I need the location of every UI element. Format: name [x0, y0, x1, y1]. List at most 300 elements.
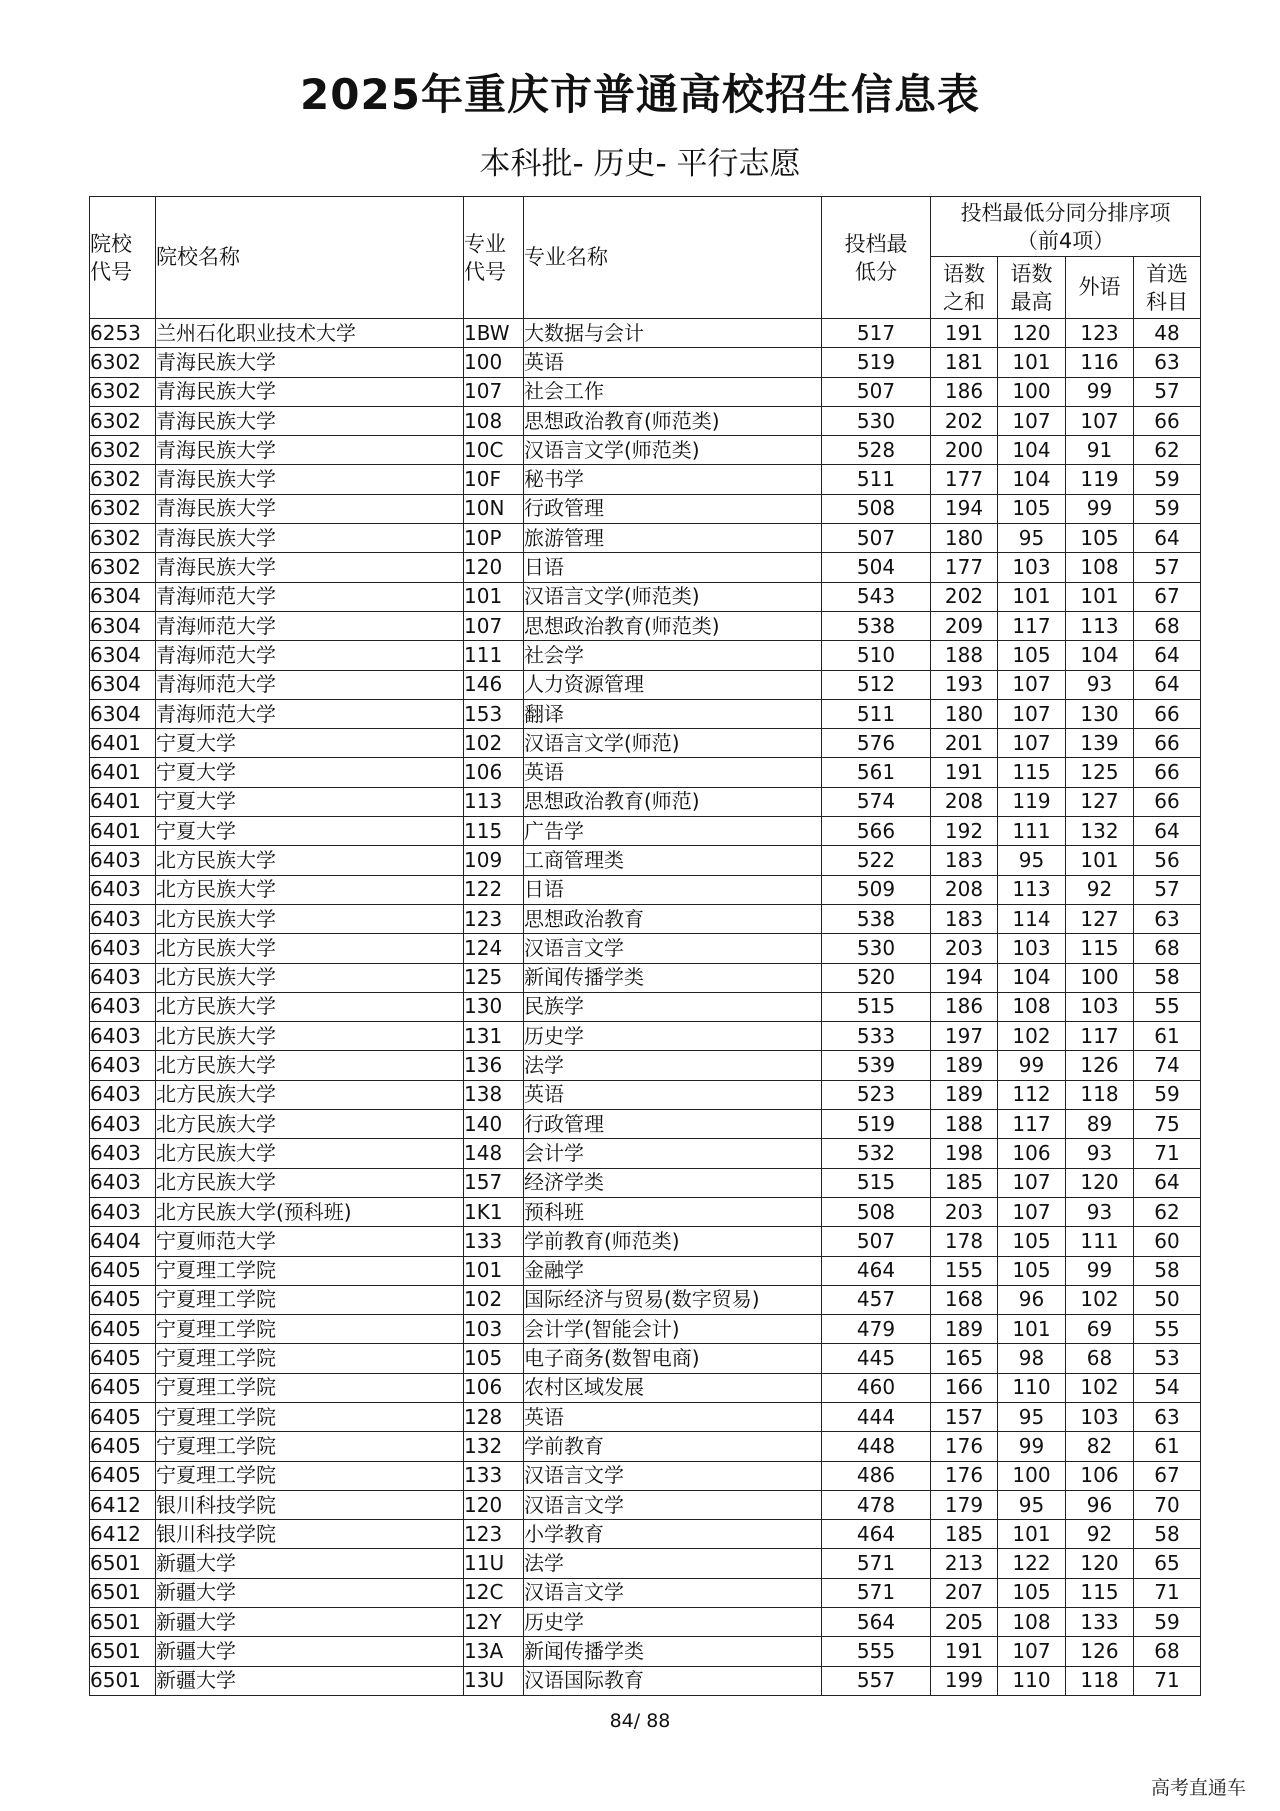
header-major-name: 专业名称	[524, 197, 822, 319]
table-row	[90, 319, 1201, 348]
cell-first-subject: 66	[1134, 699, 1201, 728]
cell-min-score: 515	[822, 1168, 931, 1197]
cell-min-score: 444	[822, 1402, 931, 1431]
header-yu-shu-max-label: 语数最高	[1010, 261, 1053, 314]
cell-school-name: 北方民族大学(预科班)	[156, 1197, 464, 1226]
cell-first-subject: 63	[1134, 348, 1201, 377]
cell-first-subject: 59	[1134, 1080, 1201, 1109]
cell-yu-shu-sum: 209	[931, 611, 998, 640]
cell-min-score: 571	[822, 1578, 931, 1607]
cell-yu-shu-sum: 208	[931, 875, 998, 904]
cell-yu-shu-max: 101	[998, 1520, 1066, 1549]
cell-first-subject: 57	[1134, 553, 1201, 582]
cell-first-subject: 58	[1134, 1256, 1201, 1285]
header-tie-group	[931, 197, 1201, 257]
cell-school-code: 6403	[90, 1197, 156, 1226]
cell-min-score: 532	[822, 1139, 931, 1168]
cell-yu-shu-sum: 185	[931, 1520, 998, 1549]
cell-yu-shu-max: 107	[998, 729, 1066, 758]
cell-foreign: 127	[1066, 787, 1134, 816]
cell-yu-shu-sum: 202	[931, 582, 998, 611]
cell-major-name: 思想政治教育	[524, 904, 822, 933]
cell-school-name: 北方民族大学	[156, 992, 464, 1021]
cell-major-name: 法学	[524, 1549, 822, 1578]
cell-school-name: 宁夏理工学院	[156, 1432, 464, 1461]
table-row	[90, 524, 1201, 553]
cell-first-subject: 63	[1134, 904, 1201, 933]
table-row	[90, 1461, 1201, 1490]
cell-school-name: 青海民族大学	[156, 436, 464, 465]
cell-foreign: 104	[1066, 641, 1134, 670]
cell-school-code: 6401	[90, 758, 156, 787]
cell-major-name: 思想政治教育(师范)	[524, 787, 822, 816]
table-row	[90, 348, 1201, 377]
cell-school-code: 6403	[90, 1139, 156, 1168]
cell-yu-shu-max: 100	[998, 377, 1066, 406]
cell-min-score: 522	[822, 846, 931, 875]
cell-major-code: 13U	[464, 1666, 524, 1695]
cell-school-code: 6401	[90, 729, 156, 758]
cell-first-subject: 66	[1134, 787, 1201, 816]
cell-school-name: 银川科技学院	[156, 1520, 464, 1549]
header-yu-shu-sum	[931, 257, 998, 319]
cell-first-subject: 50	[1134, 1285, 1201, 1314]
cell-yu-shu-max: 107	[998, 1168, 1066, 1197]
table-row	[90, 1520, 1201, 1549]
cell-yu-shu-max: 110	[998, 1666, 1066, 1695]
cell-yu-shu-sum: 177	[931, 465, 998, 494]
cell-first-subject: 70	[1134, 1490, 1201, 1519]
cell-school-code: 6302	[90, 377, 156, 406]
cell-first-subject: 75	[1134, 1110, 1201, 1139]
cell-min-score: 539	[822, 1051, 931, 1080]
cell-school-name: 青海民族大学	[156, 406, 464, 435]
cell-yu-shu-sum: 213	[931, 1549, 998, 1578]
cell-yu-shu-sum: 183	[931, 846, 998, 875]
cell-school-name: 宁夏师范大学	[156, 1227, 464, 1256]
cell-yu-shu-max: 95	[998, 1490, 1066, 1519]
cell-school-code: 6304	[90, 670, 156, 699]
cell-yu-shu-max: 112	[998, 1080, 1066, 1109]
cell-major-code: 125	[464, 963, 524, 992]
cell-school-name: 青海师范大学	[156, 641, 464, 670]
cell-yu-shu-sum: 208	[931, 787, 998, 816]
cell-major-code: 113	[464, 787, 524, 816]
cell-yu-shu-sum: 201	[931, 729, 998, 758]
cell-yu-shu-sum: 176	[931, 1432, 998, 1461]
cell-foreign: 96	[1066, 1490, 1134, 1519]
cell-yu-shu-max: 113	[998, 875, 1066, 904]
cell-yu-shu-sum: 176	[931, 1461, 998, 1490]
cell-yu-shu-sum: 186	[931, 377, 998, 406]
cell-major-code: 115	[464, 817, 524, 846]
cell-yu-shu-sum: 203	[931, 1197, 998, 1226]
cell-yu-shu-sum: 166	[931, 1373, 998, 1402]
cell-school-code: 6501	[90, 1578, 156, 1607]
cell-yu-shu-sum: 181	[931, 348, 998, 377]
cell-major-code: 153	[464, 699, 524, 728]
table-row	[90, 875, 1201, 904]
cell-school-name: 宁夏大学	[156, 817, 464, 846]
cell-yu-shu-max: 120	[998, 319, 1066, 348]
cell-major-code: 120	[464, 1490, 524, 1519]
cell-major-name: 思想政治教育(师范类)	[524, 406, 822, 435]
header-yu-shu-sum-label: 语数之和	[943, 261, 985, 314]
cell-major-name: 学前教育	[524, 1432, 822, 1461]
cell-first-subject: 58	[1134, 1520, 1201, 1549]
cell-major-name: 英语	[524, 758, 822, 787]
cell-major-code: 133	[464, 1227, 524, 1256]
table-row	[90, 1227, 1201, 1256]
cell-yu-shu-sum: 165	[931, 1344, 998, 1373]
cell-min-score: 479	[822, 1315, 931, 1344]
cell-school-name: 宁夏理工学院	[156, 1344, 464, 1373]
cell-major-name: 英语	[524, 1402, 822, 1431]
cell-yu-shu-max: 108	[998, 992, 1066, 1021]
table-row	[90, 436, 1201, 465]
cell-foreign: 89	[1066, 1110, 1134, 1139]
header-school-code	[90, 197, 156, 319]
cell-foreign: 99	[1066, 494, 1134, 523]
table-row	[90, 1139, 1201, 1168]
cell-school-name: 青海民族大学	[156, 377, 464, 406]
table-row	[90, 1051, 1201, 1080]
cell-min-score: 557	[822, 1666, 931, 1695]
cell-school-name: 青海民族大学	[156, 494, 464, 523]
cell-foreign: 119	[1066, 465, 1134, 494]
table-row	[90, 729, 1201, 758]
cell-major-name: 预科班	[524, 1197, 822, 1226]
cell-yu-shu-sum: 202	[931, 406, 998, 435]
cell-yu-shu-max: 108	[998, 1608, 1066, 1637]
table-row	[90, 758, 1201, 787]
cell-foreign: 115	[1066, 934, 1134, 963]
cell-school-name: 新疆大学	[156, 1666, 464, 1695]
cell-yu-shu-sum: 193	[931, 670, 998, 699]
cell-school-name: 青海民族大学	[156, 465, 464, 494]
cell-min-score: 486	[822, 1461, 931, 1490]
cell-major-name: 农村区域发展	[524, 1373, 822, 1402]
cell-school-name: 宁夏理工学院	[156, 1256, 464, 1285]
cell-major-name: 汉语言文学	[524, 1578, 822, 1607]
cell-yu-shu-max: 111	[998, 817, 1066, 846]
cell-major-name: 人力资源管理	[524, 670, 822, 699]
cell-first-subject: 57	[1134, 377, 1201, 406]
cell-yu-shu-max: 115	[998, 758, 1066, 787]
cell-foreign: 118	[1066, 1666, 1134, 1695]
cell-foreign: 99	[1066, 377, 1134, 406]
cell-first-subject: 58	[1134, 963, 1201, 992]
cell-min-score: 508	[822, 1197, 931, 1226]
cell-major-name: 汉语言文学	[524, 1490, 822, 1519]
cell-major-name: 行政管理	[524, 1110, 822, 1139]
cell-yu-shu-max: 104	[998, 436, 1066, 465]
cell-yu-shu-sum: 189	[931, 1051, 998, 1080]
cell-major-code: 107	[464, 611, 524, 640]
cell-school-name: 北方民族大学	[156, 1139, 464, 1168]
cell-school-name: 银川科技学院	[156, 1490, 464, 1519]
cell-first-subject: 56	[1134, 846, 1201, 875]
cell-min-score: 523	[822, 1080, 931, 1109]
cell-major-name: 历史学	[524, 1022, 822, 1051]
cell-yu-shu-max: 100	[998, 1461, 1066, 1490]
header-major-code	[464, 197, 524, 319]
table-row	[90, 1578, 1201, 1607]
cell-foreign: 101	[1066, 582, 1134, 611]
cell-major-code: 12C	[464, 1578, 524, 1607]
cell-min-score: 507	[822, 377, 931, 406]
table-header	[90, 197, 1201, 319]
cell-min-score: 566	[822, 817, 931, 846]
cell-major-code: 101	[464, 582, 524, 611]
cell-major-code: 11U	[464, 1549, 524, 1578]
cell-first-subject: 66	[1134, 758, 1201, 787]
cell-first-subject: 55	[1134, 1315, 1201, 1344]
header-min-score-label: 投档最低分	[844, 231, 908, 284]
cell-min-score: 509	[822, 875, 931, 904]
cell-yu-shu-sum: 168	[931, 1285, 998, 1314]
cell-min-score: 555	[822, 1637, 931, 1666]
cell-yu-shu-sum: 194	[931, 963, 998, 992]
table-row	[90, 611, 1201, 640]
cell-yu-shu-max: 95	[998, 846, 1066, 875]
cell-yu-shu-max: 106	[998, 1139, 1066, 1168]
cell-yu-shu-max: 103	[998, 934, 1066, 963]
cell-major-name: 电子商务(数智电商)	[524, 1344, 822, 1373]
cell-foreign: 111	[1066, 1227, 1134, 1256]
cell-major-code: 111	[464, 641, 524, 670]
cell-school-code: 6403	[90, 992, 156, 1021]
table-row	[90, 963, 1201, 992]
cell-school-code: 6405	[90, 1461, 156, 1490]
cell-foreign: 102	[1066, 1285, 1134, 1314]
cell-foreign: 91	[1066, 436, 1134, 465]
cell-first-subject: 57	[1134, 875, 1201, 904]
cell-school-code: 6403	[90, 934, 156, 963]
document-title: 2025年重庆市普通高校招生信息表	[300, 70, 980, 119]
cell-major-code: 122	[464, 875, 524, 904]
cell-major-name: 广告学	[524, 817, 822, 846]
cell-foreign: 126	[1066, 1637, 1134, 1666]
cell-min-score: 515	[822, 992, 931, 1021]
table-row	[90, 582, 1201, 611]
cell-min-score: 533	[822, 1022, 931, 1051]
cell-school-code: 6501	[90, 1637, 156, 1666]
table-row	[90, 465, 1201, 494]
cell-first-subject: 54	[1134, 1373, 1201, 1402]
cell-school-code: 6403	[90, 1168, 156, 1197]
cell-foreign: 107	[1066, 406, 1134, 435]
cell-school-code: 6405	[90, 1256, 156, 1285]
cell-foreign: 123	[1066, 319, 1134, 348]
cell-yu-shu-max: 107	[998, 670, 1066, 699]
cell-yu-shu-sum: 155	[931, 1256, 998, 1285]
cell-major-code: 140	[464, 1110, 524, 1139]
cell-foreign: 93	[1066, 670, 1134, 699]
cell-major-name: 英语	[524, 1080, 822, 1109]
cell-school-code: 6302	[90, 406, 156, 435]
cell-major-code: 109	[464, 846, 524, 875]
cell-school-code: 6304	[90, 582, 156, 611]
cell-yu-shu-sum: 180	[931, 524, 998, 553]
cell-yu-shu-max: 96	[998, 1285, 1066, 1314]
table-row	[90, 1490, 1201, 1519]
cell-major-name: 汉语言文学(师范类)	[524, 436, 822, 465]
cell-min-score: 464	[822, 1520, 931, 1549]
cell-yu-shu-sum: 199	[931, 1666, 998, 1695]
cell-school-name: 北方民族大学	[156, 1022, 464, 1051]
cell-first-subject: 71	[1134, 1666, 1201, 1695]
cell-yu-shu-max: 105	[998, 1256, 1066, 1285]
cell-foreign: 126	[1066, 1051, 1134, 1080]
cell-school-name: 宁夏理工学院	[156, 1373, 464, 1402]
cell-yu-shu-sum: 185	[931, 1168, 998, 1197]
header-school-code-label: 院校代号	[90, 231, 132, 284]
cell-first-subject: 62	[1134, 1197, 1201, 1226]
header-min-score	[822, 197, 931, 319]
cell-major-code: 102	[464, 729, 524, 758]
cell-foreign: 103	[1066, 1402, 1134, 1431]
cell-yu-shu-max: 101	[998, 582, 1066, 611]
cell-min-score: 507	[822, 524, 931, 553]
cell-school-code: 6302	[90, 553, 156, 582]
cell-yu-shu-sum: 194	[931, 494, 998, 523]
cell-yu-shu-max: 107	[998, 699, 1066, 728]
cell-school-name: 宁夏理工学院	[156, 1285, 464, 1314]
cell-yu-shu-max: 101	[998, 348, 1066, 377]
cell-foreign: 108	[1066, 553, 1134, 582]
cell-yu-shu-sum: 179	[931, 1490, 998, 1519]
cell-first-subject: 64	[1134, 670, 1201, 699]
cell-first-subject: 68	[1134, 611, 1201, 640]
cell-foreign: 120	[1066, 1168, 1134, 1197]
cell-yu-shu-sum: 157	[931, 1402, 998, 1431]
cell-yu-shu-max: 110	[998, 1373, 1066, 1402]
cell-school-name: 宁夏大学	[156, 729, 464, 758]
cell-major-name: 经济学类	[524, 1168, 822, 1197]
cell-yu-shu-sum: 191	[931, 758, 998, 787]
cell-first-subject: 71	[1134, 1139, 1201, 1168]
cell-first-subject: 53	[1134, 1344, 1201, 1373]
cell-foreign: 99	[1066, 1256, 1134, 1285]
header-first-subject-label: 首选科目	[1146, 261, 1189, 314]
cell-yu-shu-max: 107	[998, 1197, 1066, 1226]
cell-yu-shu-max: 95	[998, 1402, 1066, 1431]
cell-school-code: 6403	[90, 846, 156, 875]
cell-foreign: 100	[1066, 963, 1134, 992]
cell-school-name: 宁夏理工学院	[156, 1402, 464, 1431]
cell-foreign: 132	[1066, 817, 1134, 846]
cell-major-name: 社会学	[524, 641, 822, 670]
cell-school-code: 6403	[90, 1022, 156, 1051]
cell-first-subject: 65	[1134, 1549, 1201, 1578]
cell-major-code: 103	[464, 1315, 524, 1344]
cell-foreign: 103	[1066, 992, 1134, 1021]
cell-school-name: 新疆大学	[156, 1549, 464, 1578]
cell-first-subject: 61	[1134, 1022, 1201, 1051]
cell-first-subject: 66	[1134, 406, 1201, 435]
cell-yu-shu-max: 105	[998, 494, 1066, 523]
cell-min-score: 457	[822, 1285, 931, 1314]
cell-yu-shu-sum: 198	[931, 1139, 998, 1168]
cell-yu-shu-sum: 186	[931, 992, 998, 1021]
cell-major-name: 思想政治教育(师范类)	[524, 611, 822, 640]
cell-major-code: 106	[464, 1373, 524, 1402]
cell-major-code: 10F	[464, 465, 524, 494]
table-row	[90, 787, 1201, 816]
cell-school-code: 6403	[90, 1051, 156, 1080]
cell-major-code: 101	[464, 1256, 524, 1285]
cell-min-score: 460	[822, 1373, 931, 1402]
cell-school-code: 6302	[90, 465, 156, 494]
cell-min-score: 530	[822, 934, 931, 963]
cell-min-score: 519	[822, 348, 931, 377]
cell-school-name: 北方民族大学	[156, 875, 464, 904]
cell-min-score: 504	[822, 553, 931, 582]
cell-school-name: 北方民族大学	[156, 1168, 464, 1197]
cell-major-name: 汉语言文学	[524, 934, 822, 963]
cell-major-code: 10P	[464, 524, 524, 553]
cell-school-name: 北方民族大学	[156, 963, 464, 992]
cell-first-subject: 74	[1134, 1051, 1201, 1080]
table-row	[90, 377, 1201, 406]
cell-school-code: 6403	[90, 875, 156, 904]
cell-foreign: 68	[1066, 1344, 1134, 1373]
cell-school-code: 6404	[90, 1227, 156, 1256]
cell-yu-shu-sum: 200	[931, 436, 998, 465]
cell-school-name: 兰州石化职业技术大学	[156, 319, 464, 348]
cell-major-code: 128	[464, 1402, 524, 1431]
cell-school-code: 6401	[90, 787, 156, 816]
cell-foreign: 133	[1066, 1608, 1134, 1637]
cell-major-code: 123	[464, 1520, 524, 1549]
cell-major-name: 秘书学	[524, 465, 822, 494]
cell-major-code: 108	[464, 406, 524, 435]
cell-min-score: 528	[822, 436, 931, 465]
admission-table	[89, 196, 1201, 1696]
cell-yu-shu-max: 95	[998, 524, 1066, 553]
cell-yu-shu-sum: 191	[931, 319, 998, 348]
table-row	[90, 1432, 1201, 1461]
cell-first-subject: 64	[1134, 1168, 1201, 1197]
cell-yu-shu-max: 119	[998, 787, 1066, 816]
cell-school-name: 北方民族大学	[156, 934, 464, 963]
cell-school-code: 6403	[90, 904, 156, 933]
cell-first-subject: 67	[1134, 582, 1201, 611]
cell-yu-shu-max: 105	[998, 641, 1066, 670]
cell-yu-shu-max: 101	[998, 1315, 1066, 1344]
cell-yu-shu-max: 117	[998, 1110, 1066, 1139]
table-row	[90, 1315, 1201, 1344]
cell-major-code: 131	[464, 1022, 524, 1051]
cell-major-code: 120	[464, 553, 524, 582]
cell-major-name: 新闻传播学类	[524, 1637, 822, 1666]
cell-major-code: 106	[464, 758, 524, 787]
cell-school-name: 宁夏大学	[156, 787, 464, 816]
cell-major-name: 历史学	[524, 1608, 822, 1637]
cell-school-name: 新疆大学	[156, 1578, 464, 1607]
cell-min-score: 464	[822, 1256, 931, 1285]
cell-major-code: 138	[464, 1080, 524, 1109]
cell-foreign: 93	[1066, 1197, 1134, 1226]
table-row	[90, 1080, 1201, 1109]
cell-major-code: 10C	[464, 436, 524, 465]
cell-min-score: 519	[822, 1110, 931, 1139]
cell-major-name: 汉语国际教育	[524, 1666, 822, 1695]
cell-major-code: 157	[464, 1168, 524, 1197]
table-row	[90, 846, 1201, 875]
table-row	[90, 406, 1201, 435]
